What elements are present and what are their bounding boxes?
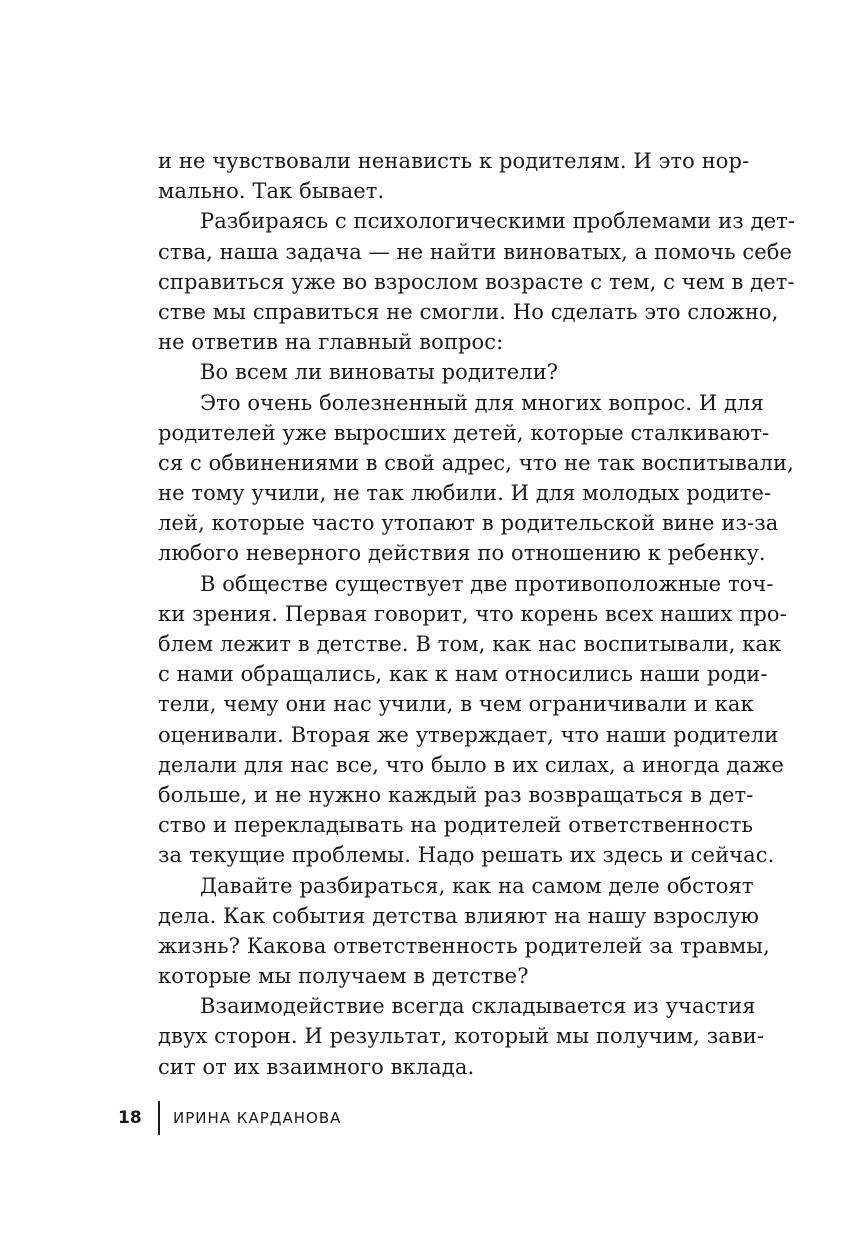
text-line: не тому учили, не так любили. И для молодых родите- — [158, 481, 772, 506]
running-head-author: ИРИНА КАРДАНОВА — [173, 1109, 342, 1127]
text-line: ство и перекладывать на родителей ответственность — [158, 813, 753, 838]
text-line: сит от их взаимного вклада. — [158, 1054, 475, 1079]
page-footer — [118, 1101, 341, 1135]
text-line: оценивали. Вторая же утверждает, что наши родители — [158, 722, 779, 747]
text-line: не ответив на главный вопрос: — [158, 330, 504, 355]
text-line: ства, наша задача — не найти виноватых, а помочь себе — [158, 239, 793, 264]
text-line: Взаимодействие всегда складывается из участия — [200, 994, 756, 1019]
text-line: тели, чему они нас учили, в чем ограничивали и как — [158, 692, 754, 717]
text-line: любого неверного действия по отношению к ребенку. — [158, 541, 766, 566]
text-line: Давайте разбираться, как на самом деле обстоят — [200, 873, 754, 898]
text-line: больше, и не нужно каждый раз возвращаться в дет- — [158, 782, 754, 807]
text-line: Это очень болезненный для многих вопрос. И для — [200, 390, 764, 415]
text-line: лей, которые часто утопают в родительской вине из-за — [158, 511, 779, 536]
footer-divider — [158, 1101, 160, 1135]
text-line: мально. Так бывает. — [158, 179, 385, 204]
text-line: которые мы получаем в детстве? — [158, 964, 529, 989]
text-line: блем лежит в детстве. В том, как нас воспитывали, как — [158, 632, 782, 656]
text-line: стве мы справиться не смогли. Но сделать это сложно, — [158, 299, 779, 324]
text-line: ся с обвинениями в свой адрес, что не так воспитывали, — [158, 450, 794, 475]
text-line: справиться уже во взрослом возрасте с тем, с чем в дет- — [158, 269, 795, 294]
text-line: родителей уже выросших детей, которые сталкивают- — [158, 420, 770, 445]
page-number: 18 — [118, 1108, 142, 1128]
text-line: двух сторон. И результат, который мы получим, зави- — [158, 1024, 765, 1049]
text-line: за текущие проблемы. Надо решать их здесь и сейчас. — [158, 843, 775, 868]
text-line: дела. Как события детства влияют на нашу взрослую — [158, 903, 760, 928]
text-line: В обществе существует две противоположные точ- — [200, 571, 774, 596]
text-line: жизнь? Какова ответственность родителей за травмы, — [158, 933, 770, 958]
text-line: и не чувствовали ненависть к родителям. И это нор- — [158, 149, 750, 173]
text-line: Во всем ли виноваты родители? — [200, 360, 559, 385]
text-line: ки зрения. Первая говорит, что корень всех наших про- — [158, 601, 787, 626]
text-line: с нами обращались, как к нам относились наши роди- — [158, 662, 768, 687]
body-text — [158, 146, 796, 1082]
text-line: делали для нас все, что было в их силах, а иногда даже — [158, 752, 784, 777]
text-line: Разбираясь с психологическими проблемами из дет- — [200, 209, 796, 234]
